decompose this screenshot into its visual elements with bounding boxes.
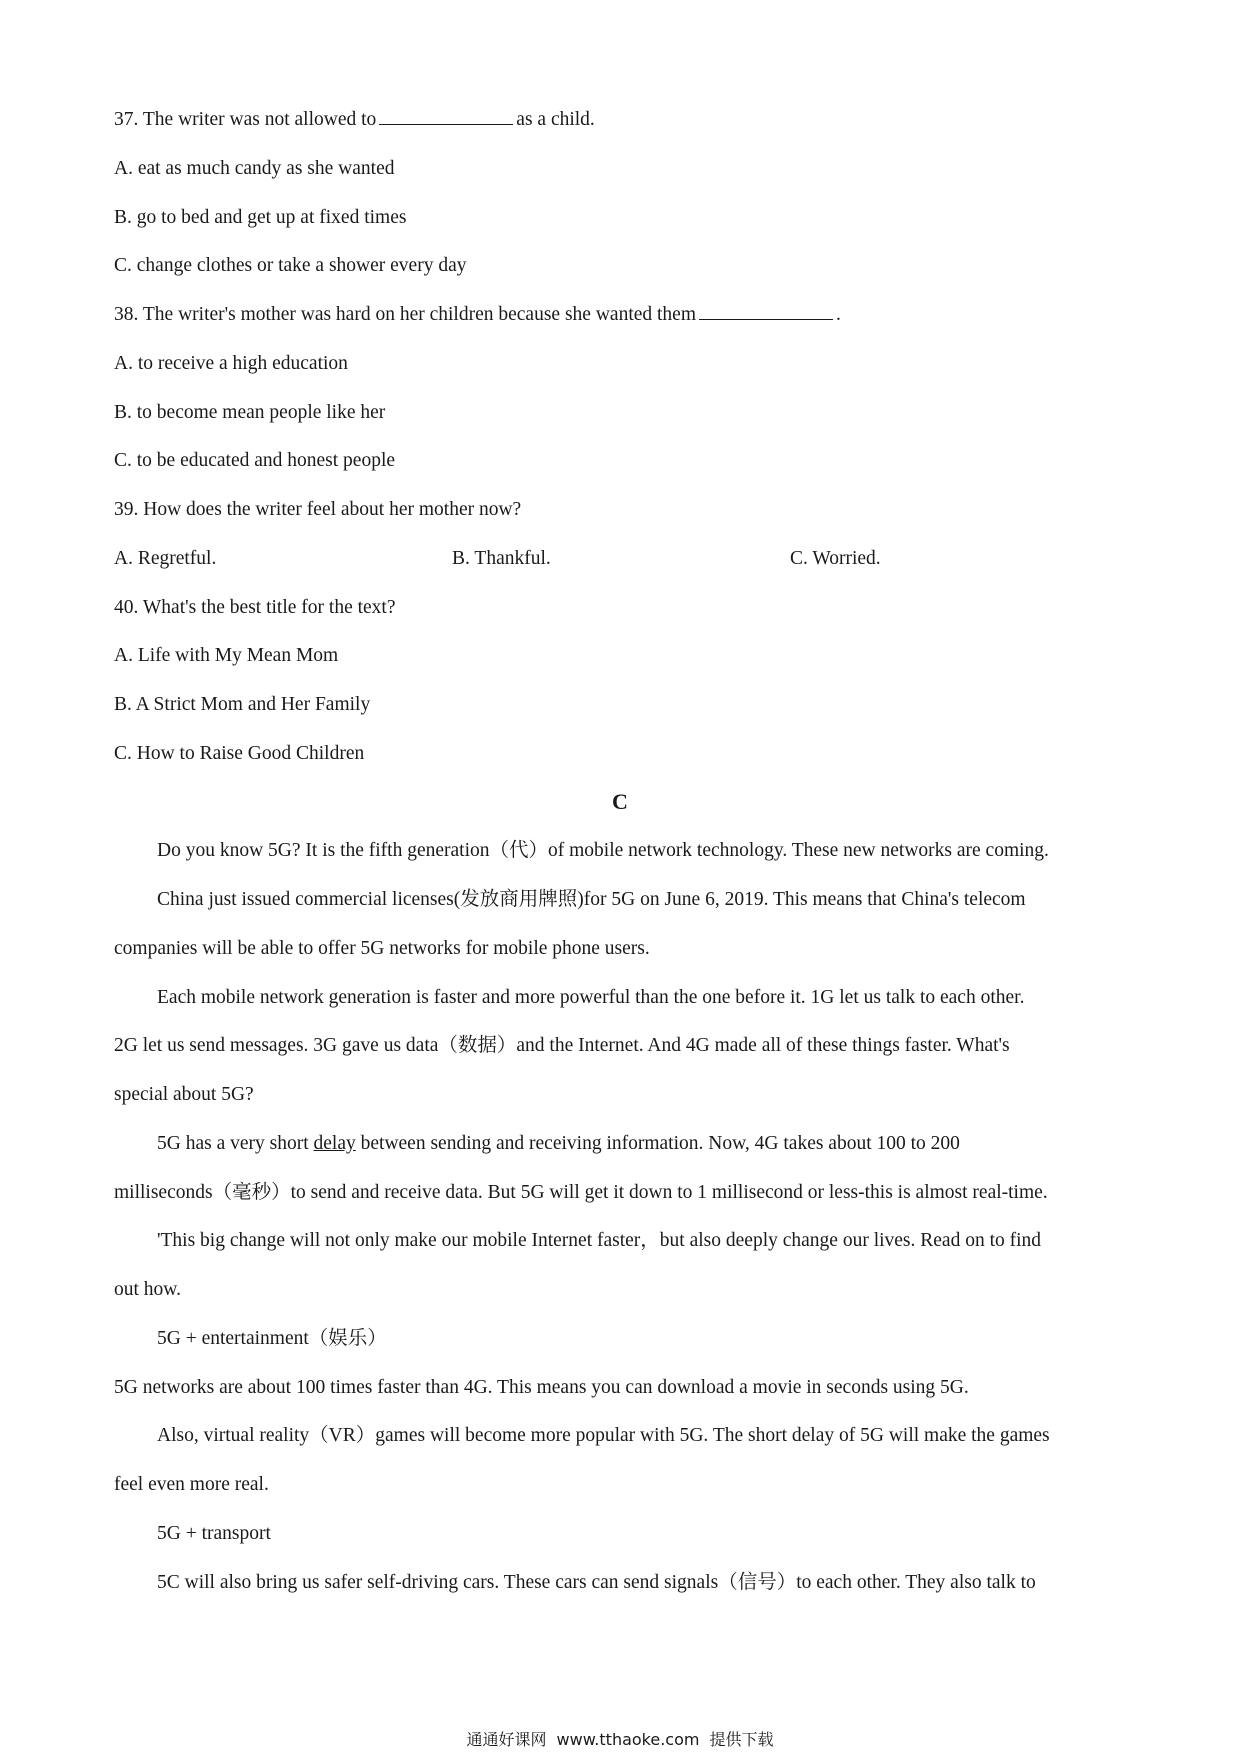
question-37-stem-end: as a child. bbox=[516, 109, 595, 130]
page-footer bbox=[0, 1730, 1240, 1750]
question-37-option-c: C. change clothes or take a shower every day bbox=[114, 255, 467, 276]
question-39-stem: 39. How does the writer feel about her mother now? bbox=[114, 499, 522, 520]
passage-paragraph: Each mobile network generation is faster and more powerful than the one before it. 1G let us talk to each other. bbox=[157, 987, 1025, 1008]
question-39-option-b: B. Thankful. bbox=[452, 548, 551, 569]
passage-paragraph: Also, virtual reality（VR）games will become more popular with 5G. The short delay of 5G will make the games bbox=[157, 1425, 1050, 1446]
answer-blank bbox=[379, 108, 513, 125]
question-40-option-a: A. Life with My Mean Mom bbox=[114, 645, 339, 666]
passage-paragraph bbox=[157, 1132, 960, 1156]
passage-paragraph: 5C will also bring us safer self-driving cars. These cars can send signals（信号）to each other. They also talk to bbox=[157, 1572, 1036, 1593]
question-39-option-a: A. Regretful. bbox=[114, 548, 217, 569]
passage-paragraph: Do you know 5G? It is the fifth generation（代）of mobile network technology. These new networks are coming. bbox=[157, 840, 1049, 861]
question-37-stem-start: 37. The writer was not allowed to bbox=[114, 109, 377, 130]
passage-paragraph-cont: 2G let us send messages. 3G gave us data（数据）and the Internet. And 4G made all of these things faster. What's bbox=[114, 1035, 1010, 1056]
question-40-stem: 40. What's the best title for the text? bbox=[114, 597, 396, 618]
passage-paragraph-cont: out how. bbox=[114, 1279, 181, 1300]
passage-paragraph-cont: feel even more real. bbox=[114, 1474, 269, 1495]
question-40-option-c: C. How to Raise Good Children bbox=[114, 743, 365, 764]
answer-blank bbox=[699, 303, 833, 320]
subheading: 5G + transport bbox=[157, 1523, 271, 1544]
passage-paragraph: China just issued commercial licenses(发放商用牌照)for 5G on June 6, 2019. This means that China's telecom bbox=[157, 889, 1026, 910]
underlined-word: delay bbox=[313, 1133, 356, 1154]
footer-url: www.tthaoke.com bbox=[556, 1730, 700, 1749]
question-38-option-a: A. to receive a high education bbox=[114, 353, 348, 374]
question-37-option-a: A. eat as much candy as she wanted bbox=[114, 158, 395, 179]
passage-paragraph: 'This big change will not only make our mobile Internet faster，but also deeply change our lives. Read on to find bbox=[157, 1230, 1042, 1251]
passage-paragraph: 5G networks are about 100 times faster than 4G. This means you can download a movie in seconds using 5G. bbox=[114, 1377, 969, 1398]
question-37-option-b: B. go to bed and get up at fixed times bbox=[114, 207, 407, 228]
question-39-option-c: C. Worried. bbox=[790, 548, 881, 569]
subheading: 5G + entertainment（娱乐） bbox=[157, 1328, 387, 1349]
passage-paragraph-cont: companies will be able to offer 5G networks for mobile phone users. bbox=[114, 938, 650, 959]
question-38-option-b: B. to become mean people like her bbox=[114, 402, 386, 423]
question-40-option-b: B. A Strict Mom and Her Family bbox=[114, 694, 371, 715]
text-run: 5G has a very short bbox=[157, 1133, 309, 1154]
question-38-stem bbox=[114, 303, 841, 327]
footer-note: 提供下载 bbox=[709, 1730, 774, 1749]
passage-paragraph-cont: special about 5G? bbox=[114, 1084, 254, 1105]
passage-paragraph-cont: milliseconds（毫秒）to send and receive data. But 5G will get it down to 1 millisecond or less-this is almost real-time. bbox=[114, 1182, 1048, 1203]
section-heading: C bbox=[612, 789, 628, 814]
question-38-stem-end: . bbox=[836, 304, 841, 325]
question-37-stem bbox=[114, 108, 595, 132]
text-run: between sending and receiving information. Now, 4G takes about 100 to 200 bbox=[360, 1133, 960, 1154]
question-38-stem-start: 38. The writer's mother was hard on her children because she wanted them bbox=[114, 304, 697, 325]
footer-site-name: 通通好课网 bbox=[466, 1730, 547, 1749]
question-38-option-c: C. to be educated and honest people bbox=[114, 450, 396, 471]
